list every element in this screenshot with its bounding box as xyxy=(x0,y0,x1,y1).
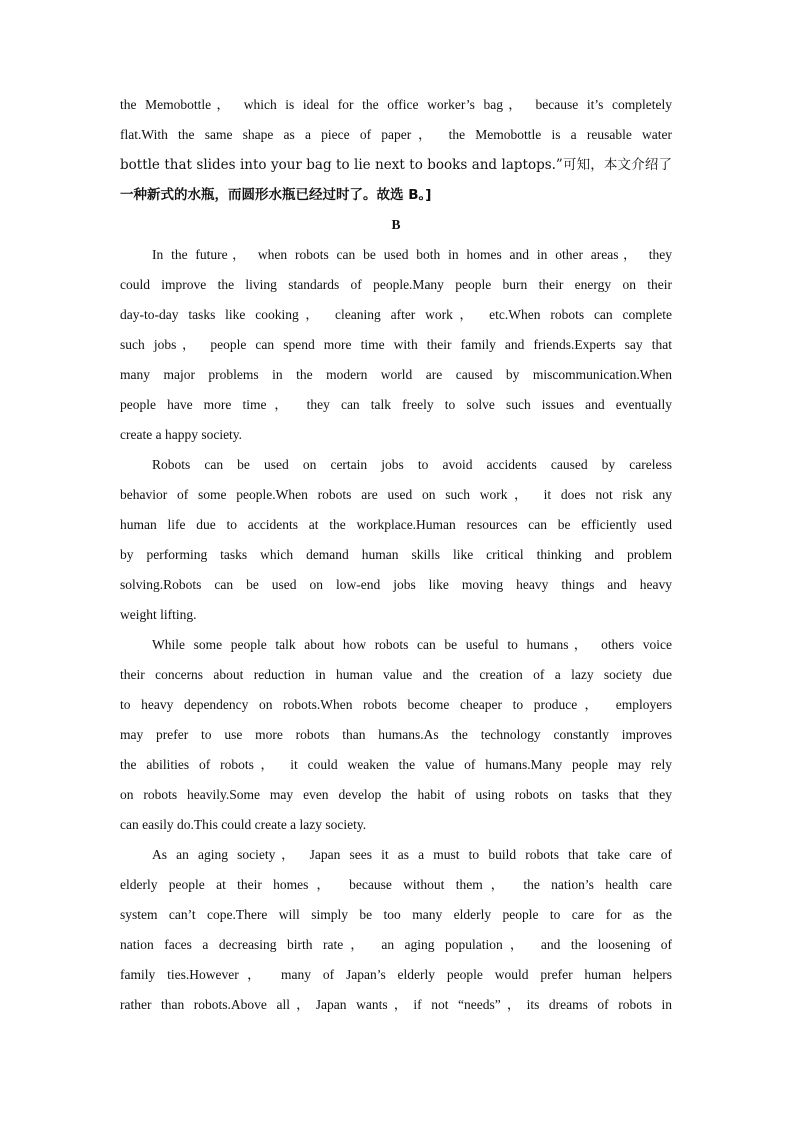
text-line: such jobs， people can spend more time with their family and friends.Experts say that xyxy=(120,337,672,352)
text-line: the abilities of robots， it could weaken the value of humans.Many people may rely xyxy=(120,757,672,772)
text-line: elderly people at their homes， because without them， the nation’s health care xyxy=(120,877,672,892)
text-line: system can’t cope.There will simply be too many elderly people to care for as the xyxy=(120,907,672,922)
text-line: behavior of some people.When robots are used on such work， it does not risk any xyxy=(120,487,672,502)
text-line: on robots heavily.Some may even develop the habit of using robots on tasks that they xyxy=(120,787,672,802)
text-line: weight lifting. xyxy=(120,607,197,622)
text-line: solving.Robots can be used on low-end jobs like moving heavy things and heavy xyxy=(120,577,672,592)
text-line: As an aging society， Japan sees it as a must to build robots that take care of xyxy=(152,847,672,862)
text-line: their concerns about reduction in human value and the creation of a lazy society due xyxy=(120,667,672,682)
text-line: can easily do.This could create a lazy society. xyxy=(120,817,367,832)
intro-paragraph xyxy=(120,90,672,210)
text-line: may prefer to use more robots than humans.As the technology constantly improves xyxy=(120,727,672,742)
text-line: people have more time， they can talk freely to solve such issues and eventually xyxy=(120,397,672,412)
text-line: While some people talk about how robots can be useful to humans， others voice xyxy=(152,637,672,652)
text-line: day-to-day tasks like cooking， cleaning after work， etc.When robots can complete xyxy=(120,307,672,322)
paragraph-1 xyxy=(120,240,672,450)
text-line: flat.With the same shape as a piece of paper， the Memobottle is a reusable water xyxy=(120,127,672,142)
paragraph-2 xyxy=(120,450,672,630)
text-line: by performing tasks which demand human skills like critical thinking and problem xyxy=(120,547,672,562)
text-line: family ties.However， many of Japan’s elderly people would prefer human helpers xyxy=(120,967,672,982)
paragraph-4 xyxy=(120,840,672,1020)
paragraph-3 xyxy=(120,630,672,840)
text-line: rather than robots.Above all，Japan wants，if not “needs”，its dreams of robots in xyxy=(120,997,672,1012)
text-line: nation faces a decreasing birth rate， an aging population， and the loosening of xyxy=(120,937,672,952)
text-line: could improve the living standards of people.Many people burn their energy on their xyxy=(120,277,672,292)
text-line: many major problems in the modern world are caused by miscommunication.When xyxy=(120,367,672,382)
section-heading: B xyxy=(391,217,401,232)
text-line: to heavy dependency on robots.When robots become cheaper to produce， employers xyxy=(120,697,672,712)
text-line: create a happy society. xyxy=(120,427,243,442)
document-page xyxy=(120,90,672,1020)
text-line: human life due to accidents at the workplace.Human resources can be efficiently used xyxy=(120,517,672,532)
text-line: the Memobottle， which is ideal for the office worker’s bag， because it’s completely xyxy=(120,97,672,112)
text-line: 一种新式的水瓶，而圆形水瓶已经过时了。故选 B。] xyxy=(120,187,432,203)
text-line: bottle that slides into your bag to lie next to books and laptops.”可知，本文介绍了 xyxy=(120,157,672,173)
text-line: Robots can be used on certain jobs to avoid accidents caused by careless xyxy=(152,457,672,472)
text-line: In the future， when robots can be used both in homes and in other areas， they xyxy=(152,247,672,262)
